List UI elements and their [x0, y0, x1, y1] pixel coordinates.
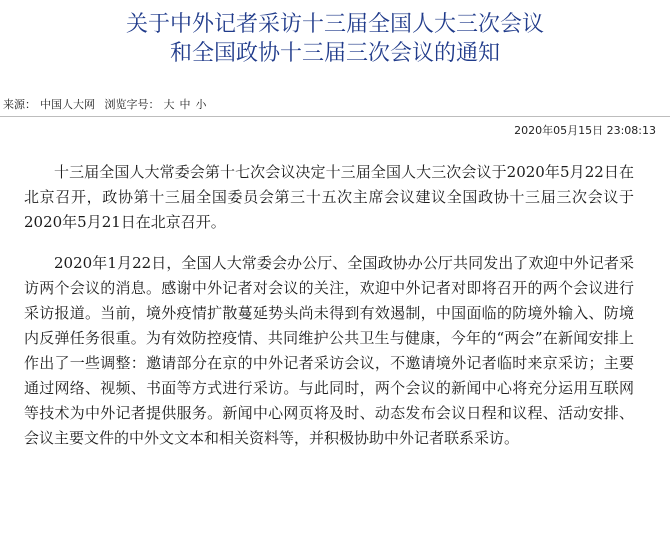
font-size-small-button[interactable]: 小 [195, 98, 207, 111]
font-size-label: 浏览字号： [104, 98, 160, 111]
article-title-line-2: 和全国政协十三届三次会议的通知 [169, 41, 500, 66]
article-paragraph-2: 2020年1月22日，全国人大常委会办公厅、全国政协办公厅共同发出了欢迎中外记者采访两个会议的消息。感谢中外记者对会议的关注，欢迎中外记者对即将召开的两个会议进行采访报道。当前，境外疫情扩散蔓延势头尚未得到有效遏制，中国面临的防境外输入、防境内反弹任务很重。为有效防控疫情、共同维护公共卫生与健康，今年的“两会”在新闻安排上作出了一些调整：邀请部分在京的中外记者采访会议，不邀请境外记者临时来京采访；主要通过网络、视频、书面等方式进行采访。与此同时，两个会议的新闻中心将充分运用互联网等技术为中外记者提供服务。新闻中心网页将及时、动态发布会议日程和议程、活动安排、会议主要文件的中外文文本和相关资料等，并积极协助中外记者联系采访。 [24, 254, 634, 447]
article-body [24, 160, 634, 467]
font-size-medium-button[interactable]: 中 [179, 98, 191, 111]
font-size-large-button[interactable]: 大 [163, 98, 175, 111]
source-label: 来源： [3, 98, 36, 111]
meta-divider [0, 116, 670, 117]
article-meta-bar [3, 96, 212, 112]
source-value: 中国人大网 [40, 98, 95, 111]
article-title [0, 10, 670, 68]
article-paragraph-1: 十三届全国人大常委会第十七次会议决定十三届全国人大三次会议于2020年5月22日在北京召开，政协第十三届全国委员会第三十五次主席会议建议全国政协十三届三次会议于2020年5月21日在北京召开。 [24, 163, 634, 231]
publish-timestamp: 2020年05月15日 23:08:13 [514, 124, 656, 137]
article-title-line-1: 关于中外记者采访十三届全国人大三次会议 [125, 12, 544, 37]
